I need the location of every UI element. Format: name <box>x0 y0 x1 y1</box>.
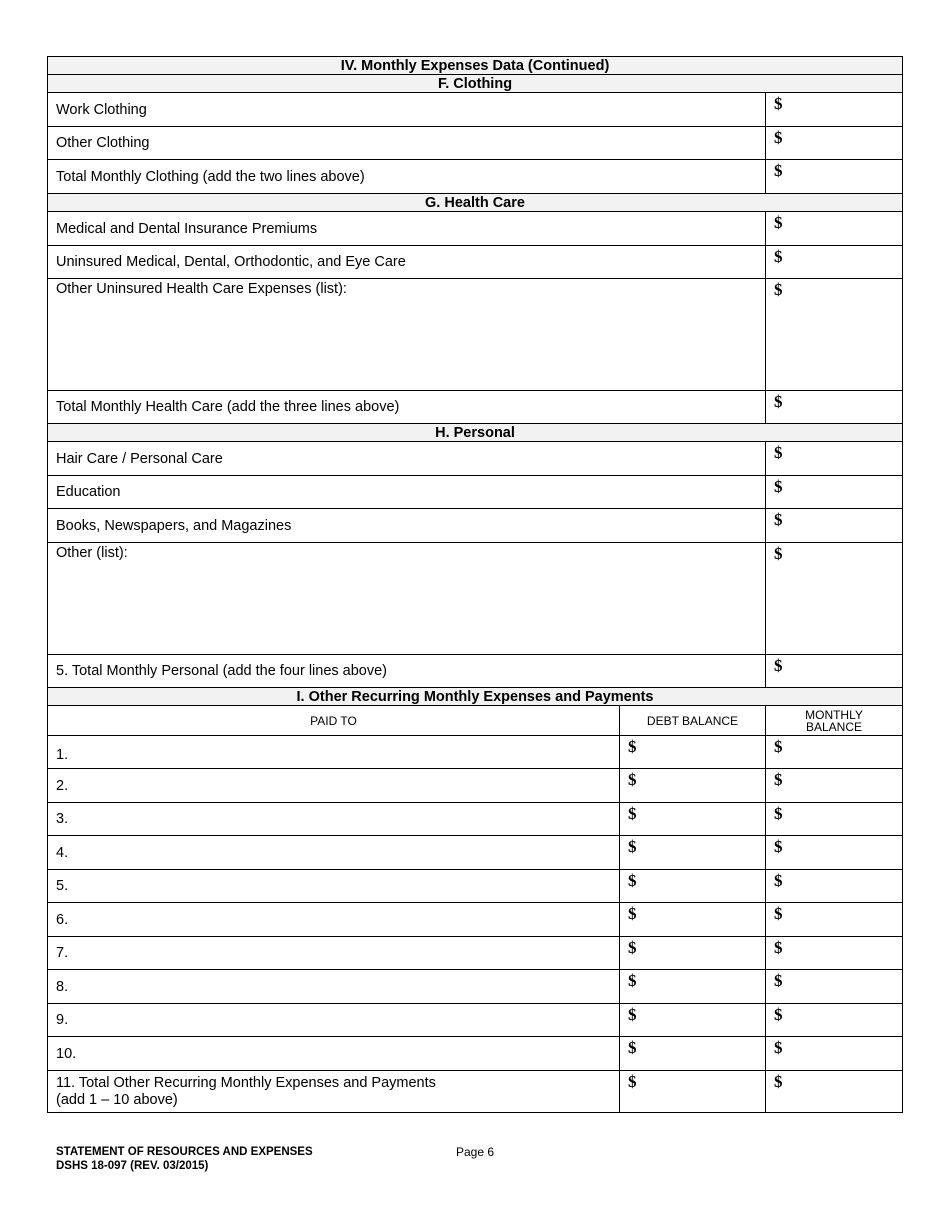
expense-row <box>48 903 902 937</box>
monthly-balance-field[interactable] <box>766 769 902 802</box>
paid-to-field[interactable]: 1. <box>48 736 620 768</box>
row-label: Total Monthly Health Care (add the three lines above) <box>48 391 766 423</box>
dollar-sign: $ <box>774 477 783 496</box>
dollar-sign: $ <box>774 1038 783 1057</box>
row-label: 5. Total Monthly Personal (add the four lines above) <box>48 655 766 687</box>
personal-row <box>48 476 902 509</box>
section-title: IV. Monthly Expenses Data (Continued) <box>48 57 902 75</box>
footer-form-info <box>56 1145 313 1173</box>
row-label: Education <box>48 476 766 508</box>
monthly-balance-field[interactable] <box>766 1037 902 1070</box>
expense-row <box>48 970 902 1004</box>
debt-balance-field[interactable] <box>620 1071 766 1112</box>
amount-field[interactable] <box>766 246 902 278</box>
paid-to-field[interactable]: 3. <box>48 803 620 835</box>
monthly-balance-header <box>766 706 902 735</box>
paid-to-field[interactable]: 7. <box>48 937 620 969</box>
row-label: Other Clothing <box>48 127 766 159</box>
clothing-row <box>48 93 902 127</box>
dollar-sign: $ <box>774 938 783 957</box>
amount-field[interactable] <box>766 391 902 423</box>
health-list-row <box>48 279 902 391</box>
dollar-sign: $ <box>628 871 637 890</box>
debt-balance-field[interactable] <box>620 903 766 936</box>
dollar-sign: $ <box>774 280 783 299</box>
monthly-balance-field[interactable] <box>766 1004 902 1036</box>
dollar-sign: $ <box>774 544 783 563</box>
dollar-sign: $ <box>628 1038 637 1057</box>
paid-to-field[interactable]: 6. <box>48 903 620 936</box>
monthly-header-line2: BALANCE <box>805 719 863 734</box>
paid-to-field[interactable]: 10. <box>48 1037 620 1070</box>
amount-field[interactable] <box>766 127 902 159</box>
health-total-row <box>48 391 902 424</box>
amount-field[interactable] <box>766 212 902 245</box>
clothing-header: F. Clothing <box>48 75 902 93</box>
debt-balance-field[interactable] <box>620 736 766 768</box>
amount-field[interactable] <box>766 543 902 654</box>
dollar-sign: $ <box>774 1072 783 1091</box>
row-label: Books, Newspapers, and Magazines <box>48 509 766 542</box>
debt-balance-field[interactable] <box>620 1004 766 1036</box>
clothing-row <box>48 127 902 160</box>
paid-to-header: PAID TO <box>48 706 620 735</box>
dollar-sign: $ <box>628 971 637 990</box>
footer-form-number: DSHS 18-097 (REV. 03/2015) <box>56 1160 209 1172</box>
dollar-sign: $ <box>628 804 637 823</box>
amount-field[interactable] <box>766 655 902 687</box>
monthly-balance-field[interactable] <box>766 1071 902 1112</box>
paid-to-field[interactable]: 5. <box>48 870 620 902</box>
total-label-line1: 11. Total Other Recurring Monthly Expenses and Payments <box>56 1074 436 1091</box>
row-label: Hair Care / Personal Care <box>48 442 766 475</box>
monthly-balance-field[interactable] <box>766 903 902 936</box>
dollar-sign: $ <box>774 392 783 411</box>
debt-balance-field[interactable] <box>620 937 766 969</box>
monthly-balance-field[interactable] <box>766 736 902 768</box>
health-row <box>48 246 902 279</box>
monthly-balance-field[interactable] <box>766 803 902 835</box>
expense-row <box>48 803 902 836</box>
expense-row <box>48 1037 902 1071</box>
paid-to-field[interactable]: 4. <box>48 836 620 869</box>
column-headers <box>48 706 902 736</box>
debt-balance-field[interactable] <box>620 803 766 835</box>
paid-to-field[interactable]: 2. <box>48 769 620 802</box>
page-number: Page 6 <box>456 1145 495 1159</box>
amount-field[interactable] <box>766 509 902 542</box>
paid-to-field[interactable]: 9. <box>48 1004 620 1036</box>
debt-balance-field[interactable] <box>620 1037 766 1070</box>
amount-field[interactable] <box>766 93 902 126</box>
expense-row <box>48 1004 902 1037</box>
debt-balance-field[interactable] <box>620 970 766 1003</box>
paid-to-field[interactable]: 8. <box>48 970 620 1003</box>
total-label-line2: (add 1 – 10 above) <box>56 1091 178 1108</box>
row-label: Medical and Dental Insurance Premiums <box>48 212 766 245</box>
personal-row <box>48 509 902 543</box>
expense-row <box>48 736 902 769</box>
amount-field[interactable] <box>766 442 902 475</box>
health-header: G. Health Care <box>48 194 902 212</box>
recurring-header: I. Other Recurring Monthly Expenses and Payments <box>48 688 902 706</box>
row-label: Uninsured Medical, Dental, Orthodontic, and Eye Care <box>48 246 766 278</box>
dollar-sign: $ <box>774 1005 783 1024</box>
dollar-sign: $ <box>628 770 637 789</box>
dollar-sign: $ <box>774 804 783 823</box>
expense-row <box>48 870 902 903</box>
dollar-sign: $ <box>628 1005 637 1024</box>
row-label[interactable]: Other (list): <box>48 543 766 654</box>
personal-list-row <box>48 543 902 655</box>
dollar-sign: $ <box>774 443 783 462</box>
monthly-header-line1: MONTHLY <box>805 707 863 722</box>
dollar-sign: $ <box>774 510 783 529</box>
dollar-sign: $ <box>774 213 783 232</box>
dollar-sign: $ <box>774 161 783 180</box>
monthly-balance-field[interactable] <box>766 870 902 902</box>
dollar-sign: $ <box>774 837 783 856</box>
expense-row <box>48 937 902 970</box>
dollar-sign: $ <box>628 904 637 923</box>
dollar-sign: $ <box>774 770 783 789</box>
dollar-sign: $ <box>774 128 783 147</box>
dollar-sign: $ <box>628 938 637 957</box>
amount-field[interactable] <box>766 476 902 508</box>
personal-header: H. Personal <box>48 424 902 442</box>
dollar-sign: $ <box>774 904 783 923</box>
health-row <box>48 212 902 246</box>
dollar-sign: $ <box>628 837 637 856</box>
debt-balance-header: DEBT BALANCE <box>620 706 766 735</box>
debt-balance-field[interactable] <box>620 836 766 869</box>
dollar-sign: $ <box>774 656 783 675</box>
footer-title: STATEMENT OF RESOURCES AND EXPENSES <box>56 1146 313 1158</box>
monthly-balance-field[interactable] <box>766 970 902 1003</box>
dollar-sign: $ <box>628 737 637 756</box>
dollar-sign: $ <box>774 971 783 990</box>
dollar-sign: $ <box>774 94 783 113</box>
clothing-total-row <box>48 160 902 194</box>
dollar-sign: $ <box>774 247 783 266</box>
recurring-total-row <box>48 1071 902 1112</box>
personal-row <box>48 442 902 476</box>
monthly-balance-field[interactable] <box>766 836 902 869</box>
row-label: Work Clothing <box>48 93 766 126</box>
personal-total-row <box>48 655 902 688</box>
row-label[interactable]: Other Uninsured Health Care Expenses (list): <box>48 279 766 390</box>
recurring-total-label <box>48 1071 620 1112</box>
dollar-sign: $ <box>774 737 783 756</box>
expense-row <box>48 836 902 870</box>
monthly-balance-field[interactable] <box>766 937 902 969</box>
row-label: Total Monthly Clothing (add the two lines above) <box>48 160 766 193</box>
expense-row <box>48 769 902 803</box>
dollar-sign: $ <box>628 1072 637 1091</box>
dollar-sign: $ <box>774 871 783 890</box>
amount-field[interactable] <box>766 160 902 193</box>
amount-field[interactable] <box>766 279 902 390</box>
expenses-form <box>47 56 903 1113</box>
debt-balance-field[interactable] <box>620 870 766 902</box>
debt-balance-field[interactable] <box>620 769 766 802</box>
